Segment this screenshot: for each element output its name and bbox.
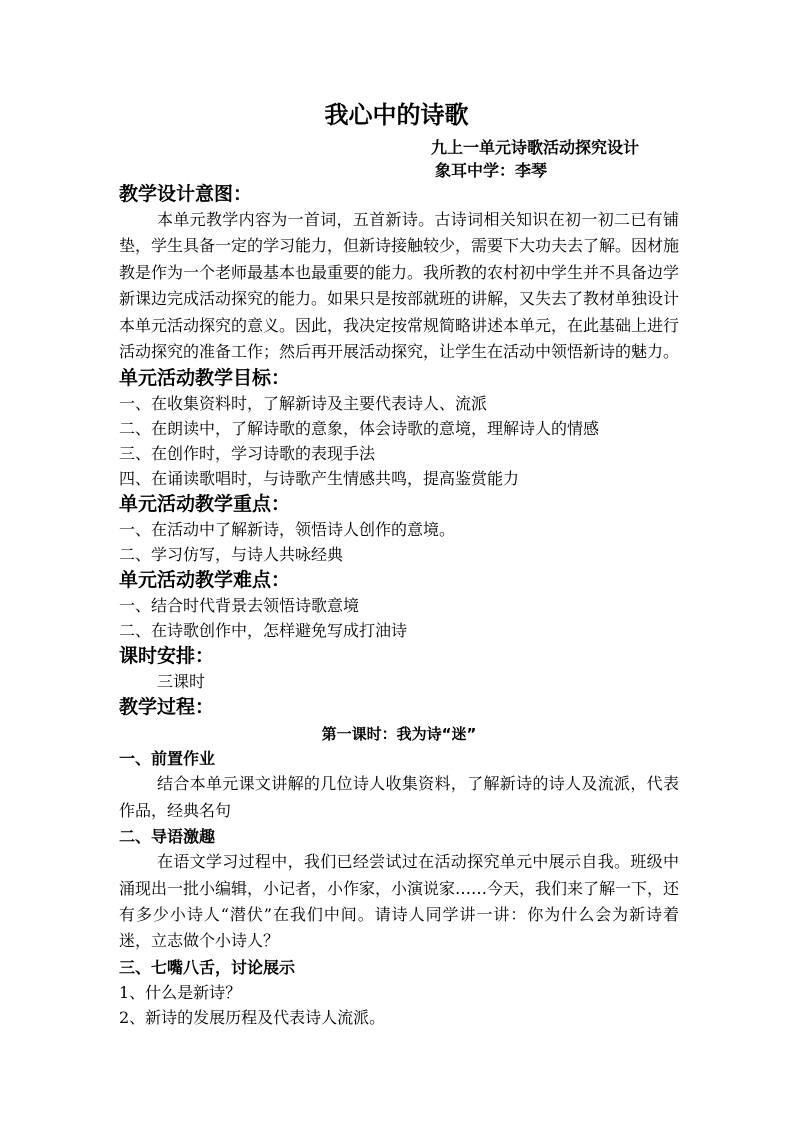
goal-item: 二、在朗读中，了解诗歌的意象，体会诗歌的意境，理解诗人的情感 xyxy=(119,419,600,439)
section-paragraph: 结合本单元课文讲解的几位诗人收集资料，了解新诗的诗人及流派，代表作品，经典名句 xyxy=(119,774,679,820)
section-heading: 三、七嘴八舌，讨论展示 xyxy=(119,957,296,977)
process-heading: 教学过程： xyxy=(119,696,215,719)
intent-heading: 教学设计意图： xyxy=(119,183,253,205)
document-body xyxy=(119,181,679,1030)
difficulty-item: 一、结合时代背景去领悟诗歌意境 xyxy=(119,596,360,616)
lesson-title: 第一课时：我为诗“迷” xyxy=(321,725,477,744)
section-paragraph: 在语文学习过程中，我们已经尝试过在活动探究单元中展示自我。班级中涌现出一批小编辑，小记者，小作家，小演说家……今天，我们来了解一下，还有多少小诗人“潜伏”在我们中间。请诗人同学讲一讲：你为什么会为新诗着迷，立志做个小诗人？ xyxy=(119,852,680,951)
schedule-heading: 课时安排： xyxy=(119,645,215,668)
section-heading: 一、前置作业 xyxy=(119,749,216,769)
goal-item: 一、在收集资料时，了解新诗及主要代表诗人、流派 xyxy=(119,394,488,414)
key-points-heading: 单元活动教学重点： xyxy=(119,493,291,516)
list-item: 1、什么是新诗？ xyxy=(119,982,242,1002)
document-subtitle: 九上一单元诗歌活动探究设计 xyxy=(431,138,640,157)
schedule-text: 三课时 xyxy=(157,672,206,692)
section-heading: 二、导语激趣 xyxy=(119,827,216,847)
goal-item: 四、在诵读歌唱时，与诗歌产生情感共鸣，提高鉴赏能力 xyxy=(119,469,520,489)
difficulties-heading: 单元活动教学难点： xyxy=(119,569,291,592)
intent-paragraph: 本单元教学内容为一首词，五首新诗。古诗词相关知识在初一初二已有铺垫，学生具备一定的学习能力，但新诗接触较少，需要下大功夫去了解。因材施教是作为一个老师最基本也最重要的能力。我所教的农村初中学生并不具备边学新课边完成活动探究的能力。如果只是按部就班的讲解，又失去了教材单独设计本单元活动探究的意义。因此，我决定按常规简略讲述本单元，在此基础上进行活动探究的准备工作；然后再开展活动探究，让学生在活动中领悟新诗的魅力。 xyxy=(119,210,680,362)
list-item: 2、新诗的发展历程及代表诗人流派。 xyxy=(119,1007,386,1027)
key-point-item: 二、学习仿写，与诗人共咏经典 xyxy=(119,545,344,565)
document-title: 我心中的诗歌 xyxy=(324,101,469,129)
goals-heading: 单元活动教学目标： xyxy=(119,367,291,390)
key-point-item: 一、在活动中了解新诗，领悟诗人创作的意境。 xyxy=(119,520,456,540)
difficulty-item: 二、在诗歌创作中，怎样避免写成打油诗 xyxy=(119,621,408,641)
goal-item: 三、在创作时，学习诗歌的表现手法 xyxy=(119,444,376,464)
author-line: 象耳中学：李琴 xyxy=(435,161,548,180)
